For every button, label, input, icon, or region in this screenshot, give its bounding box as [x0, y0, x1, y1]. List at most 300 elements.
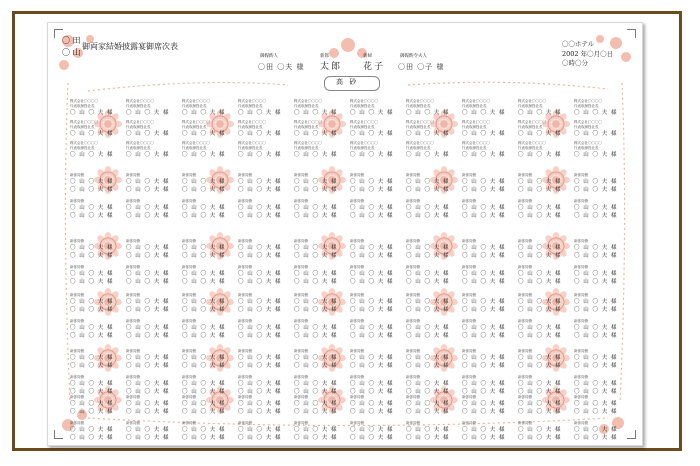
guest-company: 株式会社〇〇〇〇: [518, 141, 546, 145]
guest-relation: 新郎同僚: [406, 319, 420, 323]
guest-name: 〇 山 〇 夫 様: [294, 110, 338, 116]
guest-name: 〇 山 〇 夫 様: [574, 333, 618, 339]
guest-entry: [462, 239, 524, 260]
guest-relation: 新郎同僚: [294, 173, 308, 177]
guest-name: 〇 山 〇 夫 様: [518, 271, 562, 277]
guest-name: 〇 山 〇 夫 様: [238, 333, 282, 339]
guest-name: 〇 山 〇 夫 様: [182, 401, 226, 407]
page-title: 御両家結婚披露宴御席次表: [82, 42, 178, 51]
guest-company: 株式会社〇〇〇〇: [462, 141, 490, 145]
guest-relation: 新郎同僚: [70, 375, 84, 379]
guest-name: 〇 山 〇 夫 様: [406, 381, 450, 387]
guest-entry: [182, 239, 244, 260]
guest-name: 〇 山 〇 夫 様: [126, 381, 170, 387]
guest-entry: [182, 395, 244, 416]
guest-name: 〇 山 〇 夫 様: [518, 179, 562, 185]
guest-company: 株式会社〇〇〇〇: [350, 99, 378, 103]
guest-name: 〇 山 〇 夫 様: [294, 325, 338, 331]
guest-title: 代表取締役社長: [518, 104, 543, 108]
guest-title: 代表取締役社長: [182, 104, 207, 108]
guest-entry: [518, 319, 580, 340]
guest-relation: 新郎同僚: [70, 239, 84, 243]
guest-relation: 新郎同僚: [518, 199, 532, 203]
guest-name: 〇 山 〇 夫 様: [350, 205, 394, 211]
guest-entry: [70, 375, 132, 396]
guest-name: 〇 山 〇 夫 様: [126, 179, 170, 185]
guest-name: 〇 山 〇 夫 様: [574, 307, 618, 313]
guest-company: 株式会社〇〇〇〇: [406, 120, 434, 124]
guest-name: 〇 山 〇 夫 様: [462, 409, 506, 415]
guest-relation: 新郎同僚: [182, 239, 196, 243]
guest-name: 〇 山 〇 夫 様: [574, 435, 618, 441]
guest-relation: 新郎同僚: [70, 173, 84, 177]
guest-name: 〇 山 〇 夫 様: [70, 325, 114, 331]
guest-relation: 新郎同僚: [294, 421, 308, 425]
guest-name: 〇 山 〇 夫 様: [70, 381, 114, 387]
guest-entry: [574, 395, 636, 416]
guest-title: 代表取締役社長: [182, 146, 207, 150]
guest-relation: 新郎同僚: [406, 239, 420, 243]
guest-name: 〇 山 〇 夫 様: [574, 131, 618, 137]
guest-name: 〇 山 〇 夫 様: [406, 179, 450, 185]
guest-name: 〇 山 〇 夫 様: [126, 427, 170, 433]
guest-name: 〇 山 〇 夫 様: [574, 110, 618, 116]
guest-entry: [462, 375, 524, 396]
time: 〇時〇分: [562, 59, 588, 67]
guest-entry: [294, 199, 356, 220]
guest-name: 〇 山 〇 夫 様: [70, 131, 114, 137]
guest-name: 〇 山 〇 夫 様: [350, 409, 394, 415]
guest-entry: [574, 141, 636, 159]
guest-entry: [350, 239, 412, 260]
guest-relation: 新郎同僚: [350, 265, 364, 269]
guest-name: 〇 山 〇 夫 様: [574, 271, 618, 277]
guest-entry: [126, 141, 188, 159]
guest-name: 〇 山 〇 夫 様: [70, 179, 114, 185]
guest-entry: [518, 349, 580, 370]
guest-name: 〇 山 〇 夫 様: [126, 253, 170, 259]
guest-relation: 新郎同僚: [462, 349, 476, 353]
guest-entry: [238, 319, 300, 340]
guest-entry: [406, 239, 468, 260]
guest-name: 〇 山 〇 夫 様: [406, 401, 450, 407]
guest-name: 〇 山 〇 夫 様: [70, 245, 114, 251]
guest-name: 〇 山 〇 夫 様: [238, 325, 282, 331]
guest-name: 〇 山 〇 夫 様: [70, 110, 114, 116]
guest-name: 〇 山 〇 夫 様: [518, 381, 562, 387]
guest-name: 〇 山 〇 夫 様: [238, 279, 282, 285]
guest-relation: 新郎同僚: [294, 395, 308, 399]
guest-relation: 新郎同僚: [182, 395, 196, 399]
guest-relation: 新郎同僚: [462, 375, 476, 379]
guest-company: 株式会社〇〇〇〇: [574, 99, 602, 103]
guest-name: 〇 山 〇 夫 様: [350, 213, 394, 219]
guest-entry: [238, 265, 300, 286]
guest-entry: [182, 375, 244, 396]
guest-name: 〇 山 〇 夫 様: [406, 409, 450, 415]
guest-name: 〇 山 〇 夫 様: [350, 389, 394, 395]
guest-company: 株式会社〇〇〇〇: [126, 141, 154, 145]
guest-company: 株式会社〇〇〇〇: [294, 120, 322, 124]
guest-entry: [462, 395, 524, 416]
guest-name: 〇 山 〇 夫 様: [462, 152, 506, 158]
guest-entry: [518, 265, 580, 286]
guest-title: 代表取締役社長: [126, 125, 151, 129]
guest-entry: [182, 421, 244, 442]
guest-entry: [574, 265, 636, 286]
guest-entry: [574, 319, 636, 340]
guest-name: 〇 山 〇 夫 様: [350, 427, 394, 433]
guest-title: 代表取締役社長: [574, 146, 599, 150]
guest-name: 〇 山 〇 夫 様: [462, 271, 506, 277]
guest-name: 〇 山 〇 夫 様: [238, 187, 282, 193]
guest-relation: 新郎同僚: [294, 319, 308, 323]
guest-entry: [294, 141, 356, 159]
guest-entry: [518, 99, 580, 117]
guest-name: 〇 山 〇 夫 様: [70, 355, 114, 361]
guest-entry: [350, 173, 412, 194]
guest-name: 〇 山 〇 夫 様: [462, 435, 506, 441]
guest-name: 〇 山 〇 夫 様: [126, 205, 170, 211]
guest-relation: 新郎同僚: [70, 421, 84, 425]
guest-name: 〇 山 〇 夫 様: [182, 427, 226, 433]
guest-name: 〇 山 〇 夫 様: [574, 299, 618, 305]
guest-relation: 新郎同僚: [462, 319, 476, 323]
guest-entry: [294, 319, 356, 340]
guest-relation: 新郎同僚: [462, 173, 476, 177]
guest-name: 〇 山 〇 夫 様: [574, 409, 618, 415]
guest-name: 〇 山 〇 夫 様: [574, 355, 618, 361]
guest-relation: 新郎同僚: [126, 173, 140, 177]
guest-name: 〇 山 〇 夫 様: [294, 179, 338, 185]
guest-relation: 新郎同僚: [294, 199, 308, 203]
guest-title: 代表取締役社長: [238, 125, 263, 129]
guest-name: 〇 山 〇 夫 様: [294, 299, 338, 305]
family-left-top: 〇 田: [62, 36, 81, 45]
guest-entry: [574, 120, 636, 138]
guest-company: 株式会社〇〇〇〇: [406, 141, 434, 145]
guest-entry: [182, 99, 244, 117]
guest-entry: [462, 141, 524, 159]
guest-entry: [238, 120, 300, 138]
guest-entry: [406, 99, 468, 117]
guest-name: 〇 山 〇 夫 様: [238, 131, 282, 137]
guest-name: 〇 山 〇 夫 様: [406, 279, 450, 285]
guest-name: 〇 山 〇 夫 様: [350, 381, 394, 387]
guest-title: 代表取締役社長: [462, 146, 487, 150]
guest-relation: 新郎同僚: [406, 199, 420, 203]
guest-entry: [406, 293, 468, 314]
guest-name: 〇 山 〇 夫 様: [126, 110, 170, 116]
guest-name: 〇 山 〇 夫 様: [574, 187, 618, 193]
guest-name: 〇 山 〇 夫 様: [574, 389, 618, 395]
guest-name: 〇 山 〇 夫 様: [462, 245, 506, 251]
guest-company: 株式会社〇〇〇〇: [462, 120, 490, 124]
guest-entry: [238, 173, 300, 194]
guest-relation: 新郎同僚: [406, 293, 420, 297]
guest-name: 〇 山 〇 夫 様: [574, 253, 618, 259]
guest-name: 〇 山 〇 夫 様: [406, 110, 450, 116]
guest-name: 〇 山 〇 夫 様: [350, 363, 394, 369]
guest-name: 〇 山 〇 夫 様: [126, 131, 170, 137]
guest-name: 〇 山 〇 夫 様: [70, 253, 114, 259]
guest-entry: [70, 199, 132, 220]
guest-relation: 新郎同僚: [294, 265, 308, 269]
guest-table-grid: [48, 23, 642, 445]
guest-entry: [350, 199, 412, 220]
guest-relation: 新郎同僚: [182, 199, 196, 203]
guest-name: 〇 山 〇 夫 様: [182, 381, 226, 387]
guest-relation: 新郎同僚: [574, 199, 588, 203]
guest-entry: [182, 265, 244, 286]
guest-name: 〇 山 〇 夫 様: [518, 401, 562, 407]
guest-company: 株式会社〇〇〇〇: [70, 141, 98, 145]
guest-entry: [70, 349, 132, 370]
guest-relation: 新郎同僚: [182, 265, 196, 269]
guest-entry: [238, 421, 300, 442]
guest-relation: 新郎同僚: [238, 375, 252, 379]
guest-relation: 新郎同僚: [294, 293, 308, 297]
guest-name: 〇 山 〇 夫 様: [518, 299, 562, 305]
guest-name: 〇 山 〇 夫 様: [350, 179, 394, 185]
guest-relation: 新郎同僚: [350, 199, 364, 203]
guest-name: 〇 山 〇 夫 様: [350, 245, 394, 251]
guest-entry: [294, 173, 356, 194]
guest-name: 〇 山 〇 夫 様: [350, 333, 394, 339]
guest-company: 株式会社〇〇〇〇: [182, 99, 210, 103]
guest-entry: [126, 120, 188, 138]
guest-name: 〇 山 〇 夫 様: [518, 389, 562, 395]
guest-title: 代表取締役社長: [294, 146, 319, 150]
guest-entry: [294, 99, 356, 117]
guest-entry: [238, 239, 300, 260]
guest-name: 〇 山 〇 夫 様: [70, 363, 114, 369]
guest-relation: 新郎同僚: [574, 265, 588, 269]
guest-entry: [294, 265, 356, 286]
guest-name: 〇 山 〇 夫 様: [350, 435, 394, 441]
guest-relation: 新郎同僚: [238, 265, 252, 269]
guest-relation: 新郎同僚: [294, 349, 308, 353]
guest-name: 〇 山 〇 夫 様: [294, 245, 338, 251]
guest-title: 代表取締役社長: [574, 104, 599, 108]
guest-relation: 新郎同僚: [574, 239, 588, 243]
guest-entry: [406, 319, 468, 340]
guest-name: 〇 山 〇 夫 様: [462, 381, 506, 387]
guest-name: 〇 山 〇 夫 様: [126, 213, 170, 219]
guest-relation: 新郎同僚: [182, 349, 196, 353]
guest-title: 代表取締役社長: [518, 146, 543, 150]
guest-relation: 新郎同僚: [350, 421, 364, 425]
guest-entry: [518, 120, 580, 138]
guest-name: 〇 山 〇 夫 様: [518, 205, 562, 211]
guest-name: 〇 山 〇 夫 様: [70, 389, 114, 395]
guest-entry: [126, 239, 188, 260]
guest-name: 〇 山 〇 夫 様: [518, 427, 562, 433]
guest-name: 〇 山 〇 夫 様: [126, 435, 170, 441]
guest-entry: [462, 319, 524, 340]
guest-name: 〇 山 〇 夫 様: [70, 427, 114, 433]
guest-relation: 新郎同僚: [518, 349, 532, 353]
guest-name: 〇 山 〇 夫 様: [350, 152, 394, 158]
guest-name: 〇 山 〇 夫 様: [126, 363, 170, 369]
guest-entry: [518, 375, 580, 396]
guest-entry: [126, 395, 188, 416]
guest-relation: 新郎同僚: [462, 395, 476, 399]
guest-relation: 新郎同僚: [70, 395, 84, 399]
guest-relation: 新郎同僚: [574, 395, 588, 399]
go-nakodo-wife-label: 御媒酌令夫人: [400, 54, 427, 59]
guest-name: 〇 山 〇 夫 様: [126, 307, 170, 313]
guest-entry: [518, 141, 580, 159]
guest-relation: 新郎同僚: [406, 421, 420, 425]
guest-name: 〇 山 〇 夫 様: [294, 435, 338, 441]
guest-relation: 新郎同僚: [70, 349, 84, 353]
guest-relation: 新郎同僚: [182, 319, 196, 323]
guest-name: 〇 山 〇 夫 様: [70, 213, 114, 219]
guest-name: 〇 山 〇 夫 様: [294, 307, 338, 313]
guest-name: 〇 山 〇 夫 様: [182, 279, 226, 285]
guest-entry: [238, 199, 300, 220]
guest-entry: [294, 421, 356, 442]
guest-relation: 新郎同僚: [518, 173, 532, 177]
guest-name: 〇 山 〇 夫 様: [126, 299, 170, 305]
guest-relation: 新郎同僚: [350, 173, 364, 177]
guest-name: 〇 山 〇 夫 様: [294, 271, 338, 277]
guest-entry: [238, 293, 300, 314]
guest-name: 〇 山 〇 夫 様: [518, 253, 562, 259]
guest-name: 〇 山 〇 夫 様: [182, 271, 226, 277]
guest-name: 〇 山 〇 夫 様: [238, 381, 282, 387]
guest-name: 〇 山 〇 夫 様: [126, 325, 170, 331]
guest-title: 代表取締役社長: [574, 125, 599, 129]
guest-company: 株式会社〇〇〇〇: [126, 99, 154, 103]
guest-name: 〇 山 〇 夫 様: [182, 307, 226, 313]
guest-name: 〇 山 〇 夫 様: [574, 245, 618, 251]
guest-entry: [126, 199, 188, 220]
guest-relation: 新郎同僚: [406, 173, 420, 177]
guest-relation: 新郎同僚: [238, 293, 252, 297]
date: 2002 年〇月〇日: [562, 50, 614, 58]
guest-entry: [406, 173, 468, 194]
guest-name: 〇 山 〇 夫 様: [462, 325, 506, 331]
guest-title: 代表取締役社長: [350, 104, 375, 108]
guest-entry: [70, 395, 132, 416]
guest-name: 〇 山 〇 夫 様: [350, 131, 394, 137]
guest-name: 〇 山 〇 夫 様: [182, 213, 226, 219]
guest-name: 〇 山 〇 夫 様: [406, 355, 450, 361]
guest-name: 〇 山 〇 夫 様: [350, 253, 394, 259]
guest-relation: 新郎同僚: [462, 239, 476, 243]
guest-relation: 新郎同僚: [70, 199, 84, 203]
guest-name: 〇 山 〇 夫 様: [70, 333, 114, 339]
guest-name: 〇 山 〇 夫 様: [126, 187, 170, 193]
guest-relation: 新郎同僚: [238, 239, 252, 243]
guest-name: 〇 山 〇 夫 様: [70, 401, 114, 407]
guest-entry: [350, 395, 412, 416]
guest-title: 代表取締役社長: [350, 146, 375, 150]
guest-entry: [462, 199, 524, 220]
family-left-bottom: 〇 山: [62, 48, 81, 57]
guest-entry: [406, 395, 468, 416]
guest-relation: 新郎同僚: [350, 375, 364, 379]
guest-title: 代表取締役社長: [406, 125, 431, 129]
guest-entry: [238, 141, 300, 159]
guest-relation: 新郎同僚: [462, 293, 476, 297]
guest-name: 〇 山 〇 夫 様: [294, 401, 338, 407]
guest-name: 〇 山 〇 夫 様: [238, 307, 282, 313]
guest-relation: 新郎同僚: [126, 239, 140, 243]
guest-title: 代表取締役社長: [70, 125, 95, 129]
guest-entry: [182, 319, 244, 340]
guest-name: 〇 山 〇 夫 様: [518, 355, 562, 361]
guest-name: 〇 山 〇 夫 様: [182, 179, 226, 185]
guest-name: 〇 山 〇 夫 様: [574, 152, 618, 158]
guest-relation: 新郎同僚: [406, 349, 420, 353]
guest-name: 〇 山 〇 夫 様: [574, 427, 618, 433]
guest-entry: [350, 293, 412, 314]
guest-name: 〇 山 〇 夫 様: [126, 152, 170, 158]
guest-name: 〇 山 〇 夫 様: [182, 325, 226, 331]
guest-company: 株式会社〇〇〇〇: [574, 120, 602, 124]
guest-entry: [70, 293, 132, 314]
guest-name: 〇 山 〇 夫 様: [182, 409, 226, 415]
guest-relation: 新郎同僚: [574, 319, 588, 323]
venue: 〇〇ホテル: [562, 40, 595, 48]
guest-entry: [294, 293, 356, 314]
guest-entry: [574, 375, 636, 396]
guest-company: 株式会社〇〇〇〇: [294, 141, 322, 145]
guest-relation: 新郎同僚: [70, 319, 84, 323]
guest-entry: [350, 319, 412, 340]
guest-name: 〇 山 〇 夫 様: [70, 307, 114, 313]
guest-title: 代表取締役社長: [294, 125, 319, 129]
guest-name: 〇 山 〇 夫 様: [182, 205, 226, 211]
guest-entry: [350, 120, 412, 138]
guest-entry: [294, 349, 356, 370]
guest-relation: 新郎同僚: [126, 395, 140, 399]
guest-company: 株式会社〇〇〇〇: [406, 99, 434, 103]
guest-entry: [126, 265, 188, 286]
guest-entry: [126, 375, 188, 396]
guest-relation: 新郎同僚: [294, 375, 308, 379]
guest-company: 株式会社〇〇〇〇: [574, 141, 602, 145]
guest-entry: [126, 421, 188, 442]
guest-relation: 新郎同僚: [350, 395, 364, 399]
guest-entry: [350, 141, 412, 159]
guest-entry: [574, 99, 636, 117]
guest-title: 代表取締役社長: [70, 104, 95, 108]
go-nakodo-name: 〇田 〇夫 様: [258, 63, 305, 71]
guest-entry: [518, 239, 580, 260]
guest-name: 〇 山 〇 夫 様: [462, 355, 506, 361]
guest-name: 〇 山 〇 夫 様: [462, 213, 506, 219]
guest-name: 〇 山 〇 夫 様: [350, 307, 394, 313]
guest-name: 〇 山 〇 夫 様: [238, 435, 282, 441]
guest-name: 〇 山 〇 夫 様: [294, 187, 338, 193]
guest-entry: [126, 173, 188, 194]
guest-relation: 新郎同僚: [126, 319, 140, 323]
guest-company: 株式会社〇〇〇〇: [238, 99, 266, 103]
guest-relation: 新郎同僚: [406, 375, 420, 379]
guest-name: 〇 山 〇 夫 様: [294, 355, 338, 361]
guest-name: 〇 山 〇 夫 様: [182, 131, 226, 137]
guest-name: 〇 山 〇 夫 様: [238, 179, 282, 185]
guest-name: 〇 山 〇 夫 様: [518, 245, 562, 251]
guest-entry: [574, 349, 636, 370]
guest-name: 〇 山 〇 夫 様: [574, 179, 618, 185]
guest-title: 代表取締役社長: [294, 104, 319, 108]
guest-name: 〇 山 〇 夫 様: [294, 253, 338, 259]
